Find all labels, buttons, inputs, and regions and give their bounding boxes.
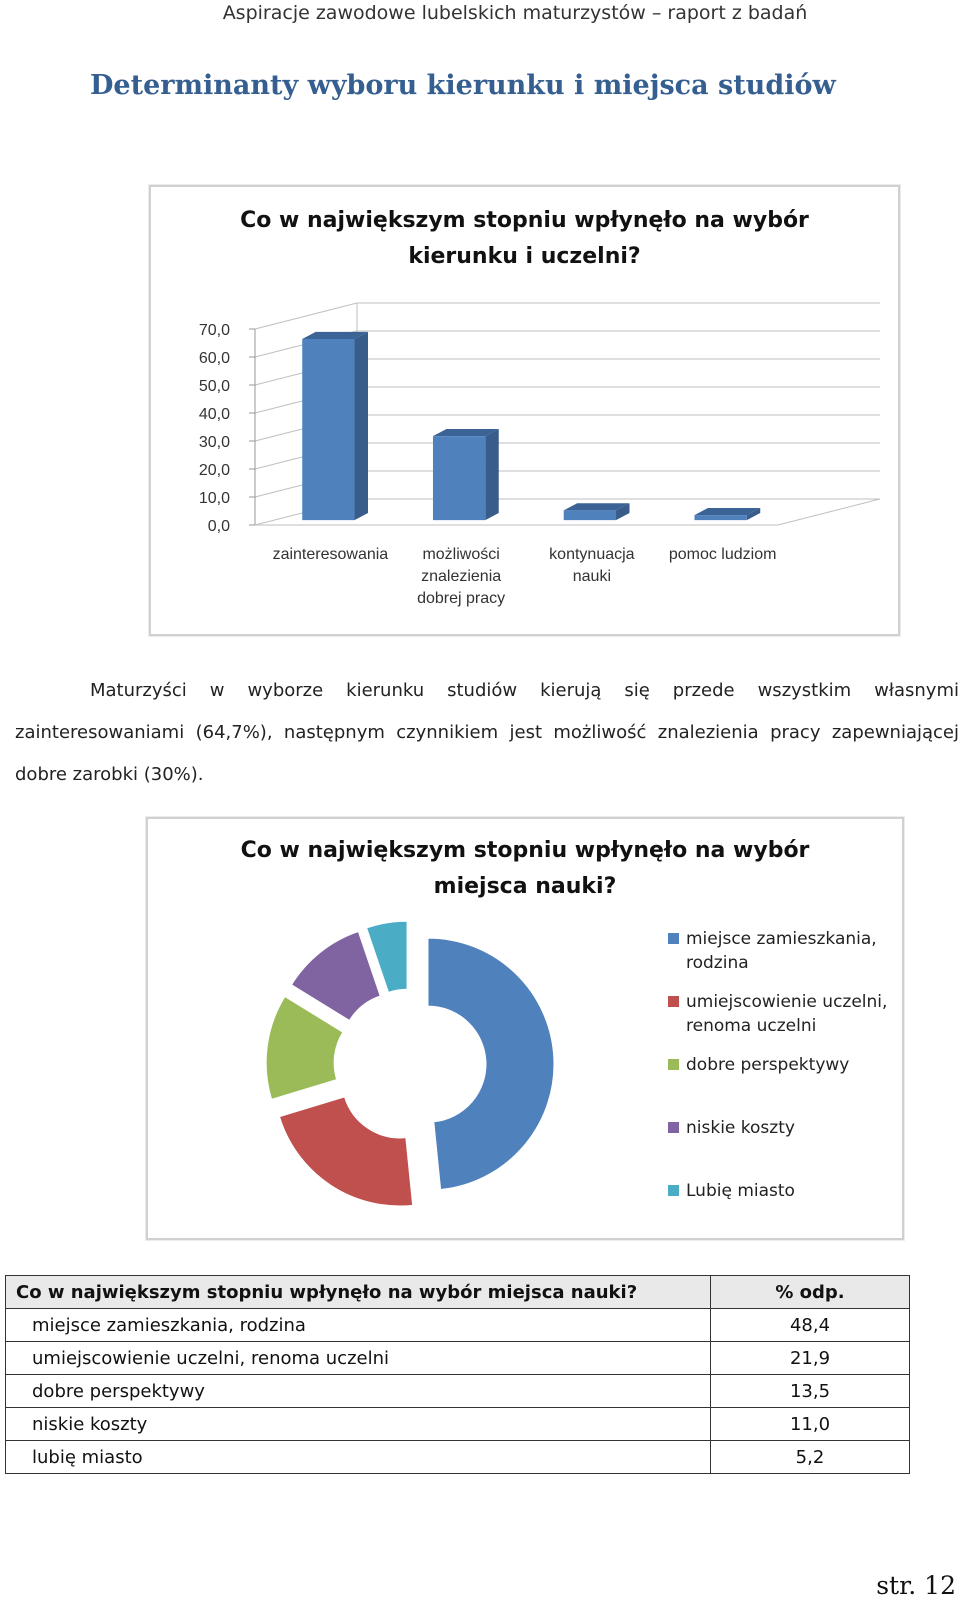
table-row [6,1375,910,1408]
y-tick-label: 10,0 [198,490,230,507]
legend-swatch [668,996,679,1007]
running-header: Aspiracje zawodowe lubelskich maturzystów – raport z badań [222,2,808,24]
bar [302,332,368,520]
table-cell-percent: 5,2 [711,1441,910,1474]
bar-front-face [433,436,485,520]
y-tick-label: 0,0 [207,518,230,535]
y-tick-label: 40,0 [198,406,230,423]
paragraph-line: zainteresowaniami (64,7%), następnym czynnikiem jest możliwość znalezienia pracy zapewniającej [15,722,959,743]
bar-chart-bars [302,332,760,520]
table-header-row [6,1276,910,1309]
paragraph-line: dobre zarobki (30%). [15,764,204,785]
donut-slice [292,932,381,1021]
legend-item [668,1179,898,1242]
legend-swatch [668,1122,679,1133]
donut-slice [428,938,554,1189]
bar-chart-frame [149,185,900,636]
y-tick-label: 60,0 [198,350,230,367]
legend-swatch [668,1059,679,1070]
table-cell-answer: niskie koszty [6,1408,711,1441]
donut-chart-legend [668,927,898,1242]
x-tick-label: kontynuacja [549,546,635,563]
table-row [6,1342,910,1375]
legend-item [668,990,898,1053]
table-cell-percent: 11,0 [711,1408,910,1441]
floor-right-edge [778,499,880,525]
legend-item [668,927,898,990]
y-tick-label: 50,0 [198,378,230,395]
legend-swatch [668,1185,679,1196]
bar [564,503,630,520]
donut-chart-frame [146,817,904,1240]
body-paragraph [15,670,959,796]
donut-slice [279,1097,412,1206]
x-tick-label: możliwości [422,546,500,563]
data-table [5,1275,910,1474]
table-header-percent: % odp. [711,1276,910,1309]
table-cell-answer: dobre perspektywy [6,1375,711,1408]
page-number: str. 12 [876,1571,956,1600]
x-tick-label: nauki [572,568,611,585]
table-cell-answer: umiejscowienie uczelni, renoma uczelni [6,1342,711,1375]
table-cell-percent: 21,9 [711,1342,910,1375]
paragraph-line: Maturzyści w wyborze kierunku studiów kierują się przede wszystkim własnymi [90,680,959,701]
legend-item [668,1116,898,1179]
table-cell-percent: 13,5 [711,1375,910,1408]
bar-front-face [302,339,354,520]
table-row [6,1441,910,1474]
bar-front-face [694,515,746,520]
bar-side-face [355,332,368,520]
table-cell-answer: lubię miasto [6,1441,711,1474]
x-tick-label: znalezienia [421,568,502,585]
legend-label: umiejscowienie uczelni, renoma uczelni [686,992,888,1036]
y-tick-label: 20,0 [198,462,230,479]
legend-label: miejsce zamieszkania, rodzina [686,929,877,973]
legend-label: dobre perspektywy [686,1055,850,1075]
gridline-side [255,303,357,329]
bar [433,429,499,520]
legend-swatch [668,933,679,944]
donut-chart-title: Co w największym stopniu wpłynęło na wybór miejsca nauki? [240,838,810,899]
legend-item [668,1053,898,1116]
x-tick-label: dobrej pracy [417,590,506,607]
y-tick-label: 70,0 [198,322,230,339]
bar-side-face [485,429,498,520]
legend-label: niskie koszty [686,1118,795,1138]
section-title: Determinanty wyboru kierunku i miejsca studiów [90,70,836,101]
table-row [6,1408,910,1441]
table-cell-percent: 48,4 [711,1309,910,1342]
bar [694,508,760,520]
bar-chart-y-ticks [199,322,255,535]
legend-label: Lubię miasto [686,1181,795,1201]
donut-slice [266,997,343,1100]
table-cell-answer: miejsce zamieszkania, rodzina [6,1309,711,1342]
table-row [6,1309,910,1342]
bar-front-face [564,510,616,520]
bar-chart-x-labels [273,546,777,607]
x-tick-label: pomoc ludziom [668,546,777,563]
bar-chart-title: Co w największym stopniu wpłynęło na wybór kierunku i uczelni? [240,208,809,269]
y-tick-label: 30,0 [198,434,230,451]
x-tick-label: zainteresowania [272,546,389,563]
table-header-question: Co w największym stopniu wpłynęło na wybór miejsca nauki? [6,1276,711,1309]
